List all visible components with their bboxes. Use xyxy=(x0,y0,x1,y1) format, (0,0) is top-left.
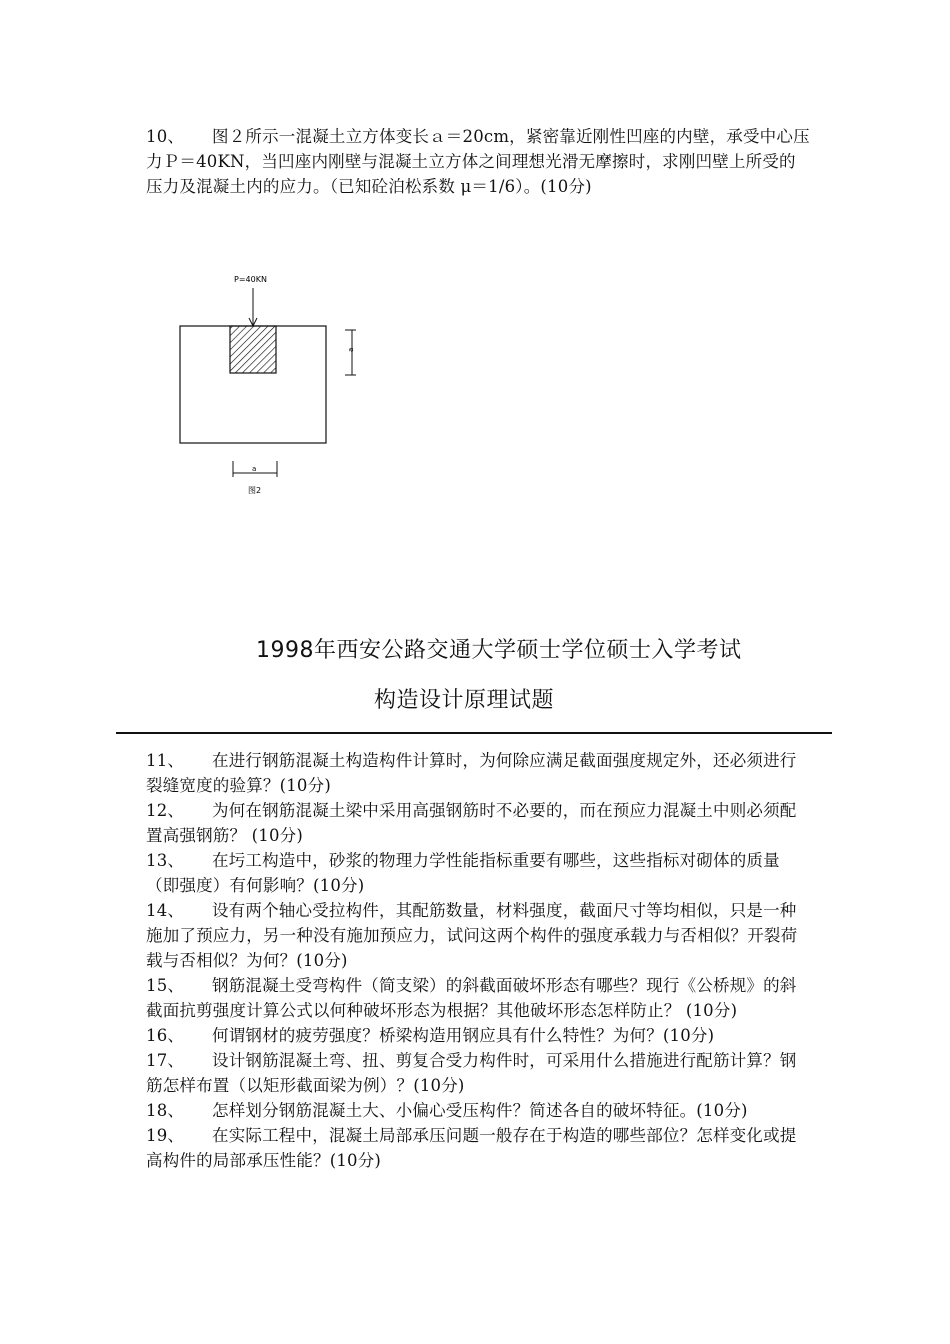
question-12 xyxy=(146,798,811,848)
question-number: 13、 xyxy=(146,851,185,870)
question-text: 钢筋混凝土受弯构件（简支梁）的斜截面破坏形态有哪些？现行《公桥规》的斜截面抗剪强度计算公式以何种破坏形态为根据？其他破坏形态怎样防止？ (10分) xyxy=(146,976,797,1020)
question-16 xyxy=(146,1023,811,1048)
exam-subtitle: 构造设计原理试题 xyxy=(374,688,555,713)
question-19 xyxy=(146,1123,811,1173)
question-number: 15、 xyxy=(146,976,185,995)
question-number: 18、 xyxy=(146,1101,185,1120)
question-text: 何谓钢材的疲劳强度？桥梁构造用钢应具有什么特性？为何？(10分) xyxy=(212,1026,715,1045)
question-text: 为何在钢筋混凝土梁中采用高强钢筋时不必要的，而在预应力混凝土中则必须配置高强钢筋？ (10分) xyxy=(146,801,797,845)
concrete-cube xyxy=(230,326,276,373)
question-10 xyxy=(146,124,811,199)
figure-caption: 图2 xyxy=(248,486,262,495)
question-text: 设有两个轴心受拉构件，其配筋数量，材料强度，截面尺寸等均相似，只是一种施加了预应力，另一种没有施加预应力，试问这两个构件的强度承载力与否相似？开裂荷载与否相似？为何？(10分) xyxy=(146,901,798,970)
question-list xyxy=(146,748,811,1173)
question-text: 在进行钢筋混凝土构造构件计算时，为何除应满足截面强度规定外，还必须进行裂缝宽度的验算？(10分) xyxy=(146,751,797,795)
question-text: 设计钢筋混凝土弯、扭、剪复合受力构件时，可采用什么措施进行配筋计算？钢筋怎样布置（以矩形截面梁为例）？(10分) xyxy=(146,1051,797,1095)
question-number: 16、 xyxy=(146,1026,185,1045)
question-number: 12、 xyxy=(146,801,185,820)
question-17 xyxy=(146,1048,811,1098)
question-18 xyxy=(146,1098,811,1123)
question-11 xyxy=(146,748,811,798)
question-14 xyxy=(146,898,811,973)
question-number: 17、 xyxy=(146,1051,185,1070)
figure-2-diagram xyxy=(170,268,370,500)
question-number: 10、 xyxy=(146,127,185,146)
question-number: 11、 xyxy=(146,751,185,770)
load-label: P=40KN xyxy=(234,275,267,284)
question-text: 在实际工程中，混凝土局部承压问题一般存在于构造的哪些部位？怎样变化或提高构件的局部承压性能？(10分) xyxy=(146,1126,797,1170)
question-text: 怎样划分钢筋混凝土大、小偏心受压构件？简述各自的破坏特征。(10分) xyxy=(212,1101,748,1120)
bottom-dim-label: a xyxy=(252,465,257,473)
title-divider xyxy=(116,732,832,734)
question-number: 19、 xyxy=(146,1126,185,1145)
question-text: 在圬工构造中，砂浆的物理力学性能指标重要有哪些，这些指标对砌体的质量（即强度）有何影响？(10分) xyxy=(146,851,780,895)
question-number: 14、 xyxy=(146,901,185,920)
side-dim-label: a xyxy=(347,347,355,352)
question-15 xyxy=(146,973,811,1023)
exam-title: 1998年西安公路交通大学硕士学位硕士入学考试 xyxy=(256,638,742,663)
question-text: 图２所示一混凝土立方体变长ａ＝20cm，紧密靠近刚性凹座的内壁，承受中心压力Ｐ＝40KN，当凹座内刚壁与混凝土立方体之间理想光滑无摩擦时，求刚凹壁上所受的压力及混凝土内的应力。（已知砼泊松系数 μ＝1/6）。(10分) xyxy=(146,127,810,196)
question-13 xyxy=(146,848,811,898)
